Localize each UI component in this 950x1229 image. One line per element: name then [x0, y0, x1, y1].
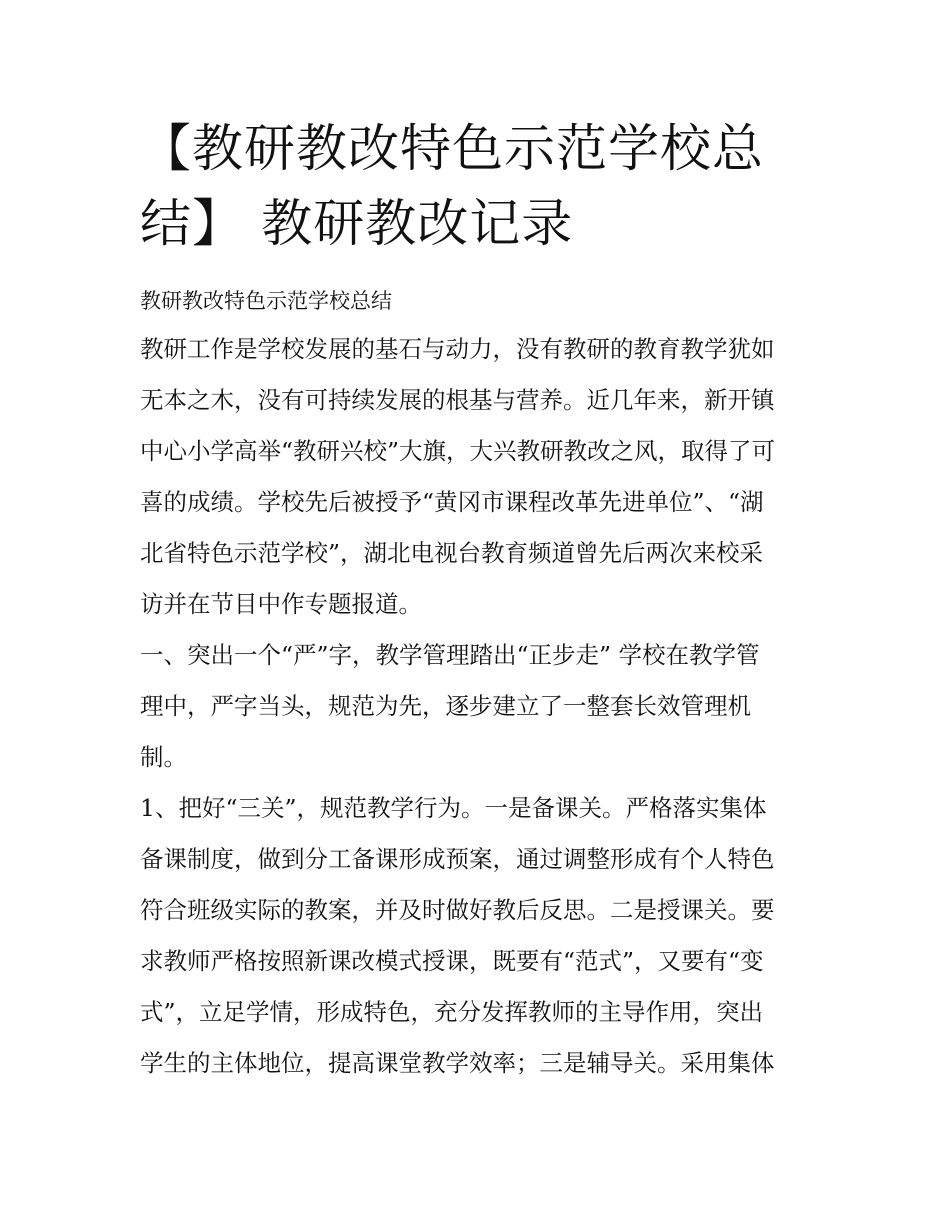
subsection-line: 1、把好“三关”，规范教学行为。一是备课关。严格落实集体 [140, 794, 767, 822]
body-line: 式”，立足学情，形成特色，充分发挥教师的主导作用，突出 [140, 998, 764, 1026]
document-title-line: 【教研教改特色示范学校总 [140, 120, 765, 179]
document-subtitle: 教研教改特色示范学校总结 [140, 289, 392, 313]
body-line: 中心小学高举“教研兴校”大旗，大兴教研教改之风，取得了可 [140, 437, 776, 465]
document-title [140, 112, 830, 262]
section-heading-line: 一、突出一个“严”字，教学管理踏出“正步走” 学校在教学管 [140, 641, 760, 669]
body-line: 喜的成绩。学校先后被授予“黄冈市课程改革先进单位”、“湖 [140, 488, 764, 516]
body-line: 制。 [140, 743, 187, 771]
body-line: 访并在节目中作专题报道。 [140, 590, 422, 618]
body-line: 学生的主体地位，提高课堂教学效率；三是辅导关。采用集体 [140, 1049, 775, 1077]
body-line: 北省特色示范学校”，湖北电视台教育频道曾先后两次来校采 [140, 539, 764, 567]
body-line: 无本之木，没有可持续发展的根基与营养。近几年来，新开镇 [140, 386, 775, 414]
body-line: 教研工作是学校发展的基石与动力，没有教研的教育教学犹如 [140, 335, 775, 363]
body-line: 符合班级实际的教案，并及时做好教后反思。二是授课关。要 [140, 896, 775, 924]
body-line: 求教师严格按照新课改模式授课，既要有“范式”，又要有“变 [140, 947, 764, 975]
body-line: 理中，严字当头，规范为先，逐步建立了一整套长效管理机 [140, 692, 751, 720]
document-title-line: 结】 教研教改记录 [140, 195, 574, 254]
body-line: 备课制度，做到分工备课形成预案，通过调整形成有个人特色 [140, 845, 775, 873]
document-body [140, 279, 830, 1089]
